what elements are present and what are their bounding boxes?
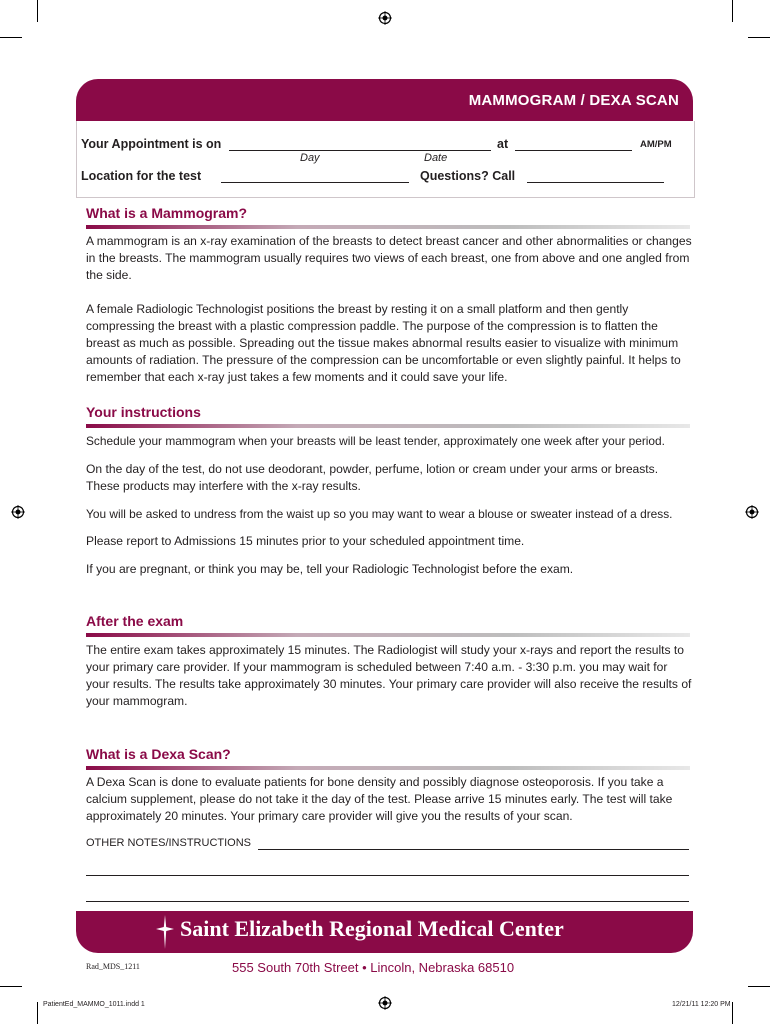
registration-mark-icon xyxy=(378,996,392,1010)
questions-phone-field[interactable] xyxy=(527,182,664,183)
after-exam-paragraph: The entire exam takes approximately 15 minutes. The Radiologist will study your x-rays and report the results to your primary care provider. If your mammogram is scheduled between 7:40 a.m. - 3:30 p.m. you may wait for your results. The results take approximately 30 minutes. Your primary care provider will also receive the results of your mammogram. xyxy=(86,643,692,708)
notes-label: OTHER NOTES/INSTRUCTIONS xyxy=(86,837,252,849)
instructions-paragraph-5: If you are pregnant, or think you may be, tell your Radiologic Technologist before the exam. xyxy=(86,562,574,576)
crop-mark xyxy=(0,37,22,38)
section-divider xyxy=(86,225,690,229)
crop-mark xyxy=(732,0,733,22)
instructions-heading: Your instructions xyxy=(86,404,201,420)
dexa-paragraph: A Dexa Scan is done to evaluate patients for bone density and possibly diagnose osteoporosis. If you take a calcium supplement, please do not take it the day of the test. Please arrive 15 minutes early. The test will take approximately 20 minutes. Your primary care provider will give you the results of your scan. xyxy=(86,775,673,823)
registration-mark-icon xyxy=(11,505,25,519)
cross-logo-icon xyxy=(156,915,174,949)
appointment-time-field[interactable] xyxy=(515,150,632,151)
instructions-paragraph-4: Please report to Admissions 15 minutes prior to your scheduled appointment time. xyxy=(86,534,525,548)
instructions-paragraph-1: Schedule your mammogram when your breasts will be least tender, approximately one week after your period. xyxy=(86,434,665,448)
date-caption: Date xyxy=(424,152,448,164)
crop-mark xyxy=(37,0,38,22)
section-divider xyxy=(86,424,690,428)
at-label: at xyxy=(497,137,509,151)
file-info: PatientEd_MAMMO_1011.indd 1 xyxy=(43,1001,145,1008)
hospital-name: Saint Elizabeth Regional Medical Center xyxy=(180,916,564,941)
section-divider xyxy=(86,766,690,770)
registration-mark-icon xyxy=(745,505,759,519)
mammogram-heading: What is a Mammogram? xyxy=(86,205,248,221)
section-divider xyxy=(86,633,690,637)
location-label: Location for the test xyxy=(81,169,202,183)
crop-mark xyxy=(0,986,22,987)
appointment-day-field[interactable] xyxy=(229,150,491,151)
appointment-row xyxy=(81,137,221,151)
crop-mark xyxy=(748,37,770,38)
print-timestamp: 12/21/11 12:20 PM xyxy=(672,1001,731,1008)
registration-mark-icon xyxy=(378,11,392,25)
ampm-label: AM/PM xyxy=(640,139,672,150)
mammogram-paragraph-1: A mammogram is an x-ray examination of the breasts to detect breast cancer and other abnormalities or changes in the breasts. The mammogram usually requires two views of each breast, one from above and one angled from the side. xyxy=(86,234,692,282)
notes-line[interactable] xyxy=(86,875,689,876)
instructions-paragraph-2: On the day of the test, do not use deodorant, powder, perfume, lotion or cream under your arms or breasts. These products may interfere with the x-ray results. xyxy=(86,462,659,493)
mammogram-paragraph-2: A female Radiologic Technologist positions the breast by resting it on a small platform and then gently compressing the breast with a plastic compression paddle. The purpose of the compression is to flatten the breast as much as possible. Spreading out the tissue makes abnormal results easier to visualize with minimum amounts of radiation. The pressure of the compression can be uncomfortable or even slightly painful. It helps to remember that each x-ray just takes a few moments and it could save your life. xyxy=(86,302,681,384)
instructions-paragraph-3: You will be asked to undress from the waist up so you may want to wear a blouse or sweater instead of a dress. xyxy=(86,507,673,521)
crop-mark xyxy=(732,1002,733,1024)
crop-mark xyxy=(37,1002,38,1024)
doc-code: Rad_MDS_1211 xyxy=(86,962,140,971)
notes-line[interactable] xyxy=(86,901,689,902)
questions-label: Questions? Call xyxy=(420,169,516,183)
appointment-box xyxy=(76,121,695,198)
after-exam-heading: After the exam xyxy=(86,613,184,629)
day-caption: Day xyxy=(300,152,320,164)
location-field[interactable] xyxy=(221,182,409,183)
page-title: MAMMOGRAM / DEXA SCAN xyxy=(468,92,679,109)
dexa-heading: What is a Dexa Scan? xyxy=(86,746,231,762)
header-banner xyxy=(76,79,693,121)
appointment-label: Your Appointment is on xyxy=(81,137,222,151)
crop-mark xyxy=(748,986,770,987)
hospital-address: 555 South 70th Street • Lincoln, Nebraska 68510 xyxy=(232,960,515,975)
notes-line[interactable] xyxy=(258,849,689,850)
